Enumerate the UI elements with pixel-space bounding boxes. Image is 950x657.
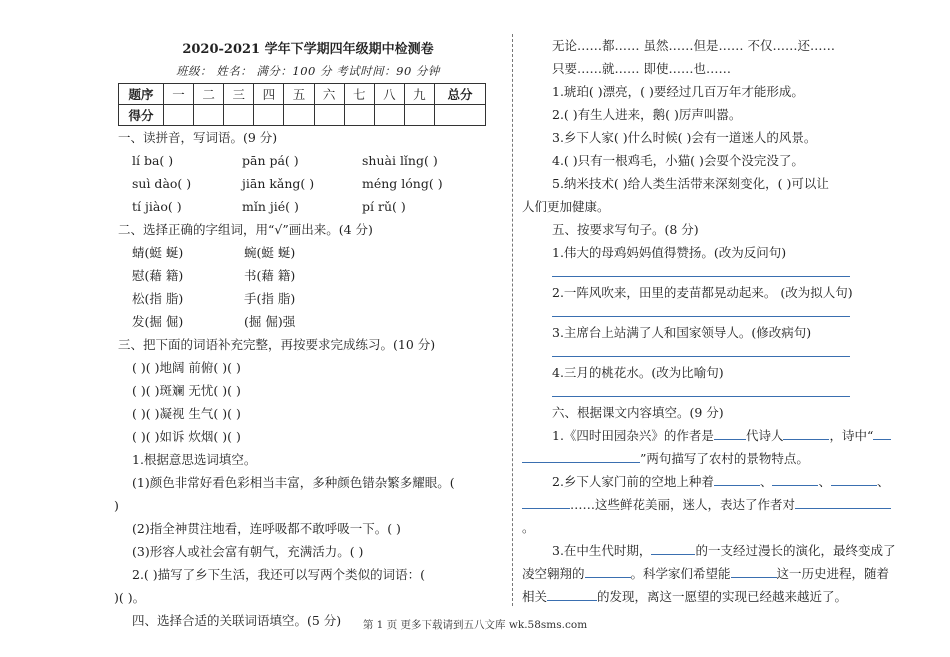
- fill-question: [522, 447, 902, 470]
- section-1-title: 一、读拼音，写词语。(9 分): [118, 130, 278, 145]
- answer-line[interactable]: [552, 264, 850, 277]
- question-text: 3.在中生代时期，: [552, 543, 652, 558]
- blank[interactable]: [772, 471, 818, 486]
- pinyin-row: [118, 172, 498, 195]
- score-cell: 六: [314, 84, 344, 105]
- question-text: 的发现，离这一愿望的实现已经越来越近了。: [597, 589, 848, 604]
- separator: 、: [876, 474, 890, 489]
- left-column: [114, 34, 498, 632]
- pinyin-item: pān pá( ): [242, 153, 299, 168]
- question-text: 人们更加健康。: [522, 199, 610, 214]
- word-choice-row: [118, 264, 498, 287]
- score-cell: 九: [404, 84, 434, 105]
- score-input-cell[interactable]: [404, 105, 434, 126]
- question-text: 。科学家们希望能: [630, 566, 731, 581]
- page-footer: 第 1 页 更多下载请到五八文库 wk.58sms.com: [362, 619, 588, 631]
- question-text: 代诗人: [745, 428, 784, 443]
- score-input-cell[interactable]: [164, 105, 194, 126]
- answer-line[interactable]: [552, 344, 850, 357]
- score-input-cell[interactable]: [314, 105, 344, 126]
- question-text: 2.( )描写了乡下生活，我还可以写两个类似的词语：(: [132, 567, 426, 582]
- word-choice-row: [118, 310, 498, 333]
- question-text: 4.( )只有一根鸡毛，小猫( )会耍个没完没了。: [552, 153, 804, 168]
- idiom-row: ( )( )凝视 生气( )( ): [132, 406, 241, 421]
- question-text: 1.《四时田园杂兴》的作者是: [552, 428, 714, 443]
- pinyin-row: [118, 149, 498, 172]
- pinyin-item: méng lóng( ): [362, 176, 443, 191]
- question-text: 相关: [522, 589, 548, 604]
- blank[interactable]: [522, 448, 640, 463]
- question-text: ”两句描写了农村的景物特点。: [640, 451, 809, 466]
- answer-line[interactable]: [552, 304, 850, 317]
- score-cell: 一: [164, 84, 194, 105]
- word-choice[interactable]: 松(指 脂): [132, 291, 184, 306]
- blank[interactable]: [522, 494, 570, 509]
- question-text: 1.根据意思选词填空。: [132, 452, 257, 467]
- fill-question: [522, 493, 902, 516]
- word-choice[interactable]: 蜻(蜓 蜒): [132, 245, 184, 260]
- question-text: )( )。: [114, 590, 146, 605]
- question-text: 的一支经过漫长的演化，最终变成了: [695, 543, 896, 558]
- question-text: 4.三月的桃花水。(改为比喻句): [552, 365, 724, 380]
- section-6-title: 六、根据课文内容填空。(9 分): [552, 405, 724, 420]
- score-cell: 四: [254, 84, 284, 105]
- score-cell: 二: [194, 84, 224, 105]
- blank[interactable]: [783, 425, 829, 440]
- score-input-cell[interactable]: [284, 105, 314, 126]
- pinyin-item: shuài lǐng( ): [362, 153, 438, 168]
- question-text: ……这些鲜花美丽，迷人，表达了作者对: [570, 497, 796, 512]
- question-text: 2.( )有生人进来，鹅( )厉声叫嚣。: [552, 107, 742, 122]
- question-text: 3.乡下人家( )什么时候( )会有一道迷人的风景。: [552, 130, 817, 145]
- score-cell: 八: [374, 84, 404, 105]
- blank[interactable]: [651, 540, 695, 555]
- question-text: 。: [522, 520, 535, 535]
- right-column: [522, 34, 902, 608]
- conjunction-options: 无论……都…… 虽然……但是…… 不仅……还……: [552, 38, 835, 53]
- question-text: 凌空翱翔的: [522, 566, 585, 581]
- score-table: [118, 83, 486, 126]
- blank[interactable]: [731, 563, 777, 578]
- pinyin-item: mǐn jié( ): [242, 199, 299, 214]
- question-text: (2)指全神贯注地看，连呼吸都不敢呼吸一下。( ): [132, 521, 401, 536]
- question-text: ): [114, 498, 119, 513]
- idiom-row: ( )( )地阔 前俯( )( ): [132, 360, 241, 375]
- section-3-title: 三、把下面的词语补充完整，再按要求完成练习。(10 分): [118, 337, 436, 352]
- section-5-title: 五、按要求写句子。(8 分): [552, 222, 699, 237]
- pinyin-item: suì dào( ): [132, 176, 192, 191]
- question-text: 2.乡下人家门前的空地上种着: [552, 474, 714, 489]
- pinyin-item: tí jiào( ): [132, 199, 182, 214]
- word-choice[interactable]: 慰(藉 籍): [132, 268, 184, 283]
- blank[interactable]: [873, 425, 891, 440]
- score-cell: 题序: [119, 84, 164, 105]
- idiom-row: ( )( )斑斓 无忧( )( ): [132, 383, 241, 398]
- separator: 、: [759, 474, 773, 489]
- blank[interactable]: [714, 471, 760, 486]
- section-4-title: 四、选择合适的关联词语填空。(5 分): [132, 613, 342, 628]
- question-text: (3)形容人或社会富有朝气，充满活力。( ): [132, 544, 364, 559]
- question-text: ，诗中“: [829, 428, 874, 443]
- column-divider: [512, 34, 513, 606]
- question-text: 2.一阵风吹来，田里的麦苗都晃动起来。 (改为拟人句): [552, 285, 853, 300]
- score-cell: 得分: [119, 105, 164, 126]
- score-cell: 三: [224, 84, 254, 105]
- blank[interactable]: [831, 471, 877, 486]
- pinyin-item: lí ba( ): [132, 153, 174, 168]
- score-value-row: [119, 105, 486, 126]
- score-input-cell[interactable]: [374, 105, 404, 126]
- score-input-cell[interactable]: [435, 105, 486, 126]
- answer-line[interactable]: [552, 384, 850, 397]
- score-cell: 七: [344, 84, 374, 105]
- pinyin-item: jiān kǎng( ): [242, 176, 315, 191]
- exam-title: 2020-2021 学年下学期四年级期中检测卷: [182, 42, 434, 57]
- fill-question: [522, 585, 902, 608]
- separator: 、: [818, 474, 831, 489]
- word-choice[interactable]: 蜿(蜓 蜒): [244, 245, 296, 260]
- score-input-cell[interactable]: [254, 105, 284, 126]
- word-choice[interactable]: 手(指 脂): [244, 291, 296, 306]
- question-text: (1)颜色非常好看色彩相当丰富，多种颜色错杂繁多耀眼。(: [132, 475, 455, 490]
- blank[interactable]: [585, 563, 631, 578]
- blank[interactable]: [714, 425, 746, 440]
- question-text: 1.伟大的母鸡妈妈值得赞扬。(改为反问句): [552, 245, 787, 260]
- word-choice[interactable]: 书(藉 籍): [244, 268, 296, 283]
- score-input-cell[interactable]: [224, 105, 254, 126]
- blank[interactable]: [795, 494, 891, 509]
- question-text: 这一历史进程，随着: [776, 566, 890, 581]
- word-choice-row: [118, 287, 498, 310]
- idiom-row: ( )( )如诉 炊烟( )( ): [132, 429, 241, 444]
- question-text: 3.主席台上站满了人和国家领导人。(修改病句): [552, 325, 812, 340]
- blank[interactable]: [547, 586, 597, 601]
- question-text: 1.琥珀( )漂亮，( )要经过几百万年才能形成。: [552, 84, 804, 99]
- student-info: 班级： 姓名： 满分：100 分 考试时间：90 分钟: [176, 64, 440, 78]
- word-choice[interactable]: (掘 倔)强: [244, 314, 296, 329]
- word-choice-row: [118, 241, 498, 264]
- conjunction-options: 只要……就…… 即使……也……: [552, 61, 731, 76]
- fill-question: [522, 424, 902, 447]
- fill-question: [522, 470, 902, 493]
- pinyin-item: pí rǔ( ): [362, 199, 406, 214]
- score-cell: 五: [284, 84, 314, 105]
- pinyin-row: [118, 195, 498, 218]
- score-header-row: [119, 84, 486, 105]
- score-cell: 总分: [435, 84, 486, 105]
- word-choice[interactable]: 发(掘 倔): [132, 314, 184, 329]
- section-2-title: 二、选择正确的字组词，用“√”画出来。(4 分): [118, 222, 373, 237]
- question-text: 5.纳米技术( )给人类生活带来深刻变化，( )可以让: [552, 176, 829, 191]
- fill-question: [522, 539, 902, 562]
- score-input-cell[interactable]: [194, 105, 224, 126]
- score-input-cell[interactable]: [344, 105, 374, 126]
- fill-question: [522, 562, 902, 585]
